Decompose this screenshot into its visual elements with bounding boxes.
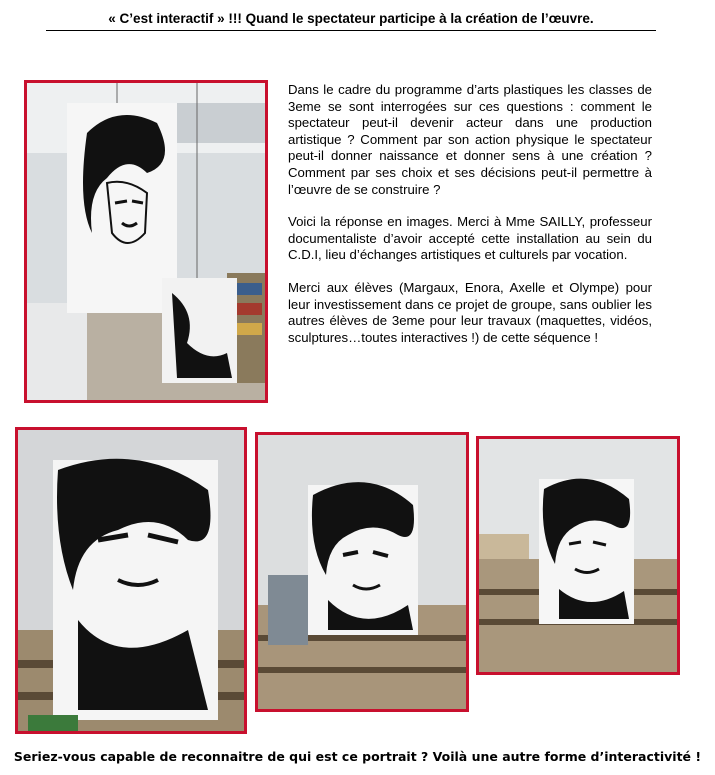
paragraph-1: Dans le cadre du programme d’arts plastiques les classes de 3eme se sont interrogées sur ces questions : comment le spectateur peut-il devenir acteur dans une production artistique ? Comment par son action physique le spectateur peut-il donner naissance et donner sens à une création ? Comment par ses choix et ses décisions peut-il permettre à l’œuvre de se construire ?: [288, 82, 652, 197]
paragraph-3: Merci aux élèves (Margaux, Enora, Axelle et Olympe) pour leur investissement dans ce projet de groupe, sans oublier les autres élèves de 3eme pour leur travaux (maquettes, vidéos, sculptures…toutes interactives !) de cette séquence !: [288, 279, 652, 345]
intro-text: [288, 82, 652, 362]
footer-caption: Seriez-vous capable de reconnaitre de qui est ce portrait ? Voilà une autre forme d’interactivité !: [13, 749, 702, 764]
photo-portrait-wide-view: [476, 436, 680, 675]
paragraph-2: Voici la réponse en images. Merci à Mme SAILLY, professeur documentaliste d’avoir accepté cette installation au sein du C.D.I, lieu d’échanges artistiques et culturels par vocation.: [288, 214, 652, 263]
photo-installation-side-view: [24, 80, 268, 403]
photo-portrait-close-up: [15, 427, 247, 734]
page-title: « C’est interactif » !!! Quand le spectateur participe à la création de l’œuvre.: [46, 11, 656, 31]
photo-portrait-library-view: [255, 432, 469, 712]
